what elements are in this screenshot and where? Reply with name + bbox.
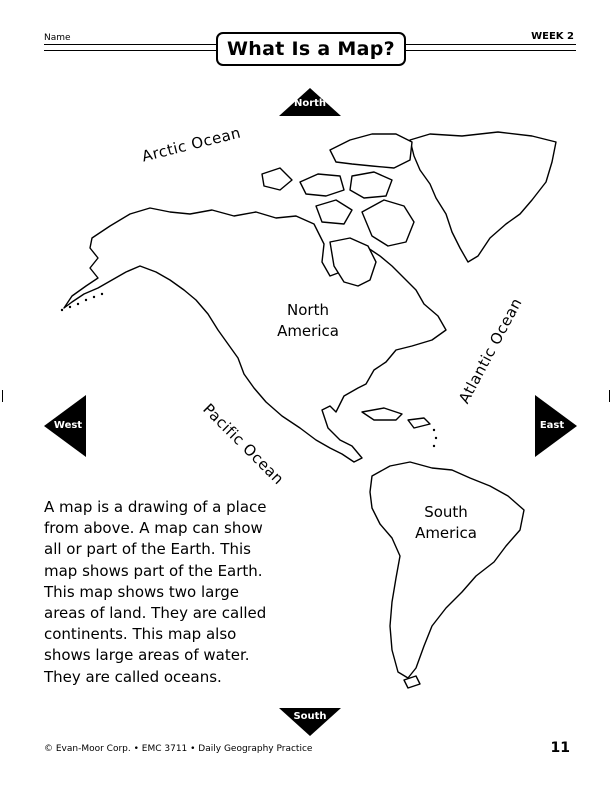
page-number: 11 [550,740,570,756]
lesser-antilles [433,429,437,447]
north-america-label-line2: America [277,322,339,340]
week-label: WEEK 2 [531,31,574,42]
name-label: Name [44,33,71,43]
south-america-label-line1: South [424,503,468,521]
arctic-ocean-label: Arctic Ocean [140,123,243,166]
baffin-island [362,200,414,246]
north-label: North [293,98,327,109]
footer-credit: © Evan-Moor Corp. • EMC 3711 • Daily Geography Practice [44,744,313,754]
body-paragraph: A map is a drawing of a place from above. A map can show all or part of the Earth. This map shows part of the Earth. This map shows two large areas of land. They are called continents. This map also shows large areas of water. They are called oceans. [44,498,267,686]
south-america-label-line2: America [415,524,477,542]
east-label: East [539,420,565,431]
greenland-shape [410,132,556,262]
pacific-ocean-label: Pacific Ocean [199,400,288,489]
south-label: South [293,711,327,722]
atlantic-ocean-label: Atlantic Ocean [455,294,526,407]
page-title: What Is a Map? [216,32,406,66]
cuba-shape [362,408,402,420]
arctic-island-4 [316,200,352,224]
right-edge-mark [609,390,610,402]
arctic-island-2 [300,174,344,196]
arctic-islands-shape [330,134,412,168]
north-america-label [270,300,346,342]
hispaniola-shape [408,418,430,428]
arctic-island-3 [350,172,392,198]
west-label: West [53,420,83,431]
south-america-label [408,502,484,544]
arctic-island-5 [262,168,292,190]
south-america-shape [370,462,524,678]
left-edge-mark [2,390,3,402]
north-america-label-line1: North [287,301,329,319]
